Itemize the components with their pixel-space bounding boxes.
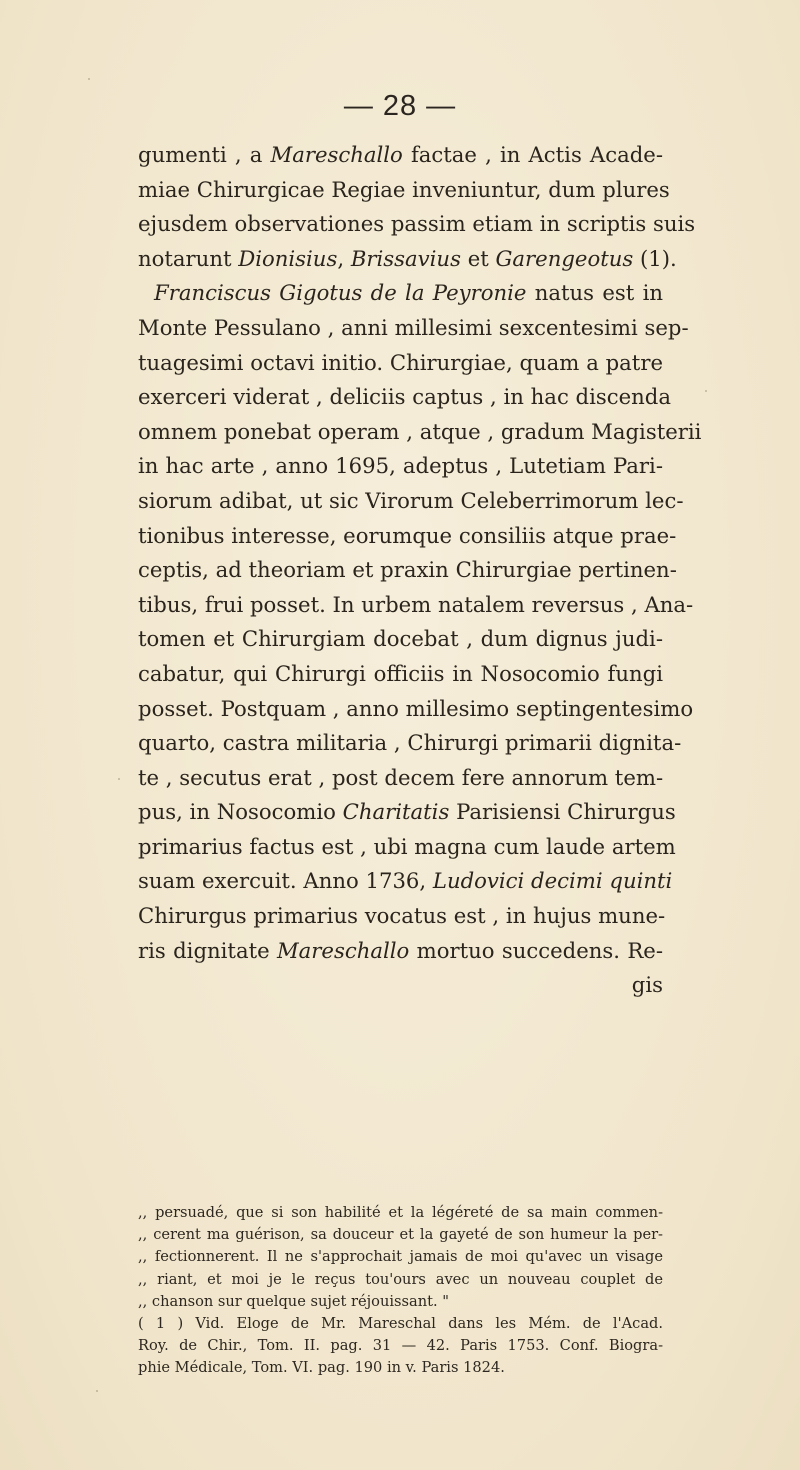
text-run: miae Chirurgicae Regiae inveniuntur, dum plures (138, 176, 670, 202)
text-line (138, 795, 676, 830)
text-run: quarto, castra militaria , Chirurgi primarii dignita- (138, 730, 682, 756)
text-run: Monte Pessulano , anni millesimi sexcentesimi sep- (138, 314, 689, 340)
text-line (138, 311, 689, 346)
page-number: — 28 — (343, 90, 457, 122)
footnote-line: ,, chanson sur quelque sujet réjouissant. " (138, 1292, 449, 1310)
text-run: Chirurgus primarius vocatus est , in hujus mune- (138, 903, 666, 929)
text-run: (1). (633, 245, 677, 271)
footnote-line: ,, persuadé, que si son habilité et la légéreté de sa main commen- (138, 1204, 663, 1221)
footnote-line: ( 1 ) Vid. Eloge de Mr. Mareschal dans les Mém. de l'Acad. (138, 1314, 663, 1332)
text-line (138, 173, 670, 208)
text-run: factae , in Actis Acade- (402, 142, 663, 167)
text-run: mortuo succedens. Re- (409, 937, 663, 963)
text-line (138, 864, 673, 899)
italic-name: Mareschallo (270, 142, 403, 167)
italic-name: Dionisius (238, 245, 338, 271)
text-line (138, 346, 663, 381)
paper-speck (88, 78, 90, 80)
text-run: in hac arte , anno 1695, adeptus , Lutetiam Pari- (138, 453, 663, 479)
text-run: notarunt (138, 245, 239, 271)
paper-speck (118, 778, 120, 780)
footnote-line: ,, riant, et moi je le reçus tou'ours avec un nouveau couplet de (138, 1270, 663, 1288)
text-run: tomen et Chirurgiam docebat , dum dignus judi- (138, 626, 663, 652)
text-line (138, 553, 677, 588)
footnote-line: ,, cerent ma guérison, sa douceur et la gayeté de son humeur la per- (138, 1226, 663, 1244)
text-run: ceptis, ad theoriam et praxin Chirurgiae pertinen- (138, 557, 677, 583)
text-line (138, 761, 663, 796)
text-line (138, 622, 663, 657)
text-run: cabatur, qui Chirurgi officiis in Nosocomio fungi (138, 660, 663, 686)
text-run: tibus, frui posset. In urbem natalem reversus , Ana- (138, 591, 694, 617)
text-line (138, 692, 694, 727)
text-line (138, 242, 677, 277)
text-line (138, 830, 676, 865)
text-run: posset. Postquam , anno millesimo septingentesimo (138, 695, 694, 721)
main-text-block (138, 138, 702, 1003)
text-run: ris dignitate (138, 937, 277, 963)
footnote-line: phie Médicale, Tom. VI. pag. 190 in v. Paris 1824. (138, 1359, 505, 1377)
text-line (138, 968, 663, 1003)
italic-name: Garengeotus (495, 245, 634, 271)
text-line (138, 934, 663, 969)
text-run: pus, in Nosocomio (138, 799, 343, 825)
text-line (138, 519, 677, 554)
text-line (138, 899, 666, 934)
text-run: ejusdem observationes passim etiam in scriptis suis (138, 211, 696, 237)
text-run: suam exercuit. Anno 1736, (138, 868, 433, 894)
text-line (138, 726, 682, 761)
text-run: te , secutus erat , post decem fere annorum tem- (138, 764, 664, 790)
text-line (138, 207, 696, 242)
footnote-line: ,, fectionnerent. Il ne s'approchait jamais de moi qu'avec un visage (138, 1248, 663, 1266)
text-line (138, 415, 702, 450)
footnote-line: Roy. de Chir., Tom. II. pag. 31 — 42. Paris 1753. Conf. Biogra- (138, 1337, 663, 1355)
paper-speck (705, 390, 707, 392)
paper-speck (96, 1390, 98, 1392)
italic-name: Ludovici decimi quinti (432, 868, 673, 894)
italic-name: Mareschallo (276, 937, 410, 963)
text-run: exerceri viderat , deliciis captus , in hac discenda (138, 384, 671, 410)
text-run: tuagesimi octavi initio. Chirurgiae, quam a patre (138, 349, 663, 375)
text-run: Parisiensi Chirurgus (449, 799, 676, 825)
text-line (138, 276, 663, 311)
text-line (138, 380, 671, 415)
text-run: primarius factus est , ubi magna cum laude artem (138, 833, 676, 859)
footnotes-block (138, 1202, 663, 1380)
italic-name: Charitatis (342, 799, 450, 825)
text-run: gis (631, 972, 663, 998)
text-line (138, 657, 663, 692)
italic-name: Franciscus Gigotus de la Peyronie (154, 280, 527, 306)
text-line (138, 588, 694, 623)
text-run: natus est in (526, 280, 663, 306)
text-line (138, 449, 663, 484)
text-line (138, 138, 663, 173)
text-run: tionibus interesse, eorumque consiliis atque prae- (138, 522, 677, 548)
text-run: siorum adibat, ut sic Virorum Celeberrimorum lec- (138, 487, 684, 513)
text-run: omnem ponebat operam , atque , gradum Magisterii (138, 418, 702, 444)
italic-name: Brissavius (350, 245, 461, 271)
text-run: et (460, 245, 496, 271)
text-line (138, 484, 684, 519)
text-run: gumenti , a (138, 142, 271, 167)
text-run: , (337, 245, 351, 271)
